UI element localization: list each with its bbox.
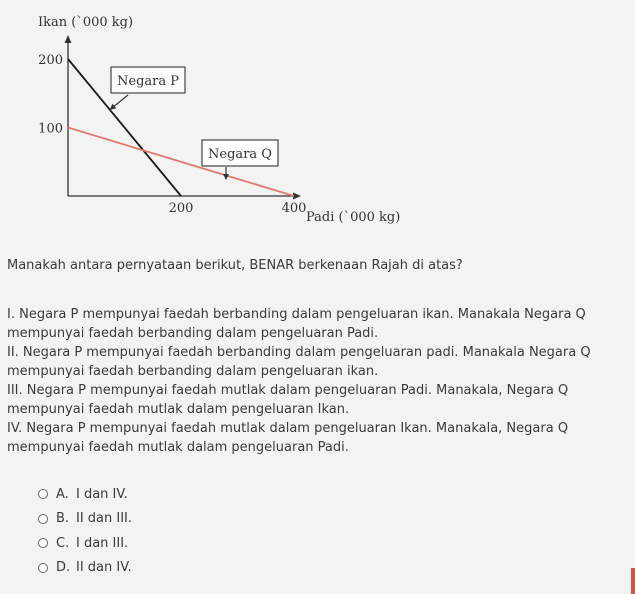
annotation-2 [202, 140, 278, 180]
x-tick-label-2: 400 [281, 201, 307, 216]
radio-icon[interactable] [38, 563, 48, 573]
option-letter: D. [56, 560, 71, 576]
radio-icon[interactable] [38, 489, 48, 499]
annotation-1 [110, 67, 185, 110]
answer-options [38, 482, 132, 580]
option-label: I dan III. [76, 535, 129, 551]
corner-marker [631, 568, 635, 594]
radio-icon[interactable] [38, 538, 48, 548]
x-axis-arrow [293, 193, 301, 200]
annotation-arrowhead-2 [223, 174, 229, 180]
statement-3: III. Negara P mempunyai faedah mutlak dalam pengeluaran Padi. Manakala, Negara Q mempunyai faedah mutlak dalam pengeluaran Ikan. [7, 383, 569, 417]
x-axis-label: Padi (`000 kg) [306, 210, 401, 225]
option-d[interactable] [38, 556, 132, 581]
x-tick-label-1: 200 [168, 201, 194, 216]
question-text: Manakah antara pernyataan berikut, BENAR berkenaan Rajah di atas? [7, 258, 463, 273]
statement-4: IV. Negara P mempunyai faedah mutlak dalam pengeluaran Ikan. Manakala, Negara Q mempunyai faedah mutlak dalam pengeluaran Padi. [7, 421, 569, 455]
option-a[interactable] [38, 482, 132, 507]
annotation-label-1: Negara P [117, 74, 179, 89]
annotation-arrow-1 [112, 95, 128, 108]
radio-icon[interactable] [38, 514, 48, 524]
statement-1: I. Negara P mempunyai faedah berbanding dalam pengeluaran ikan. Manakala Negara Q mempunyai faedah berbanding dalam pengeluaran Padi. [7, 307, 586, 341]
y-tick-label-1: 100 [38, 121, 63, 137]
statement-list [7, 305, 629, 457]
option-letter: C. [56, 535, 70, 551]
statement-2: II. Negara P mempunyai faedah berbanding dalam pengeluaran padi. Manakala Negara Q mempunyai faedah berbanding dalam pengeluaran ikan. [7, 345, 591, 379]
option-label: II dan IV. [76, 560, 132, 576]
option-c[interactable] [38, 531, 132, 556]
option-b[interactable] [38, 507, 132, 532]
option-label: II dan III. [76, 511, 133, 527]
ppc-chart [0, 0, 470, 240]
option-letter: A. [56, 486, 69, 502]
y-axis-label: Ikan (`000 kg) [38, 15, 134, 30]
option-letter: B. [56, 511, 70, 527]
annotation-label-2: Negara Q [208, 147, 272, 162]
y-tick-label-2: 200 [38, 53, 63, 68]
option-label: I dan IV. [76, 486, 128, 502]
y-axis-arrow [65, 35, 72, 43]
